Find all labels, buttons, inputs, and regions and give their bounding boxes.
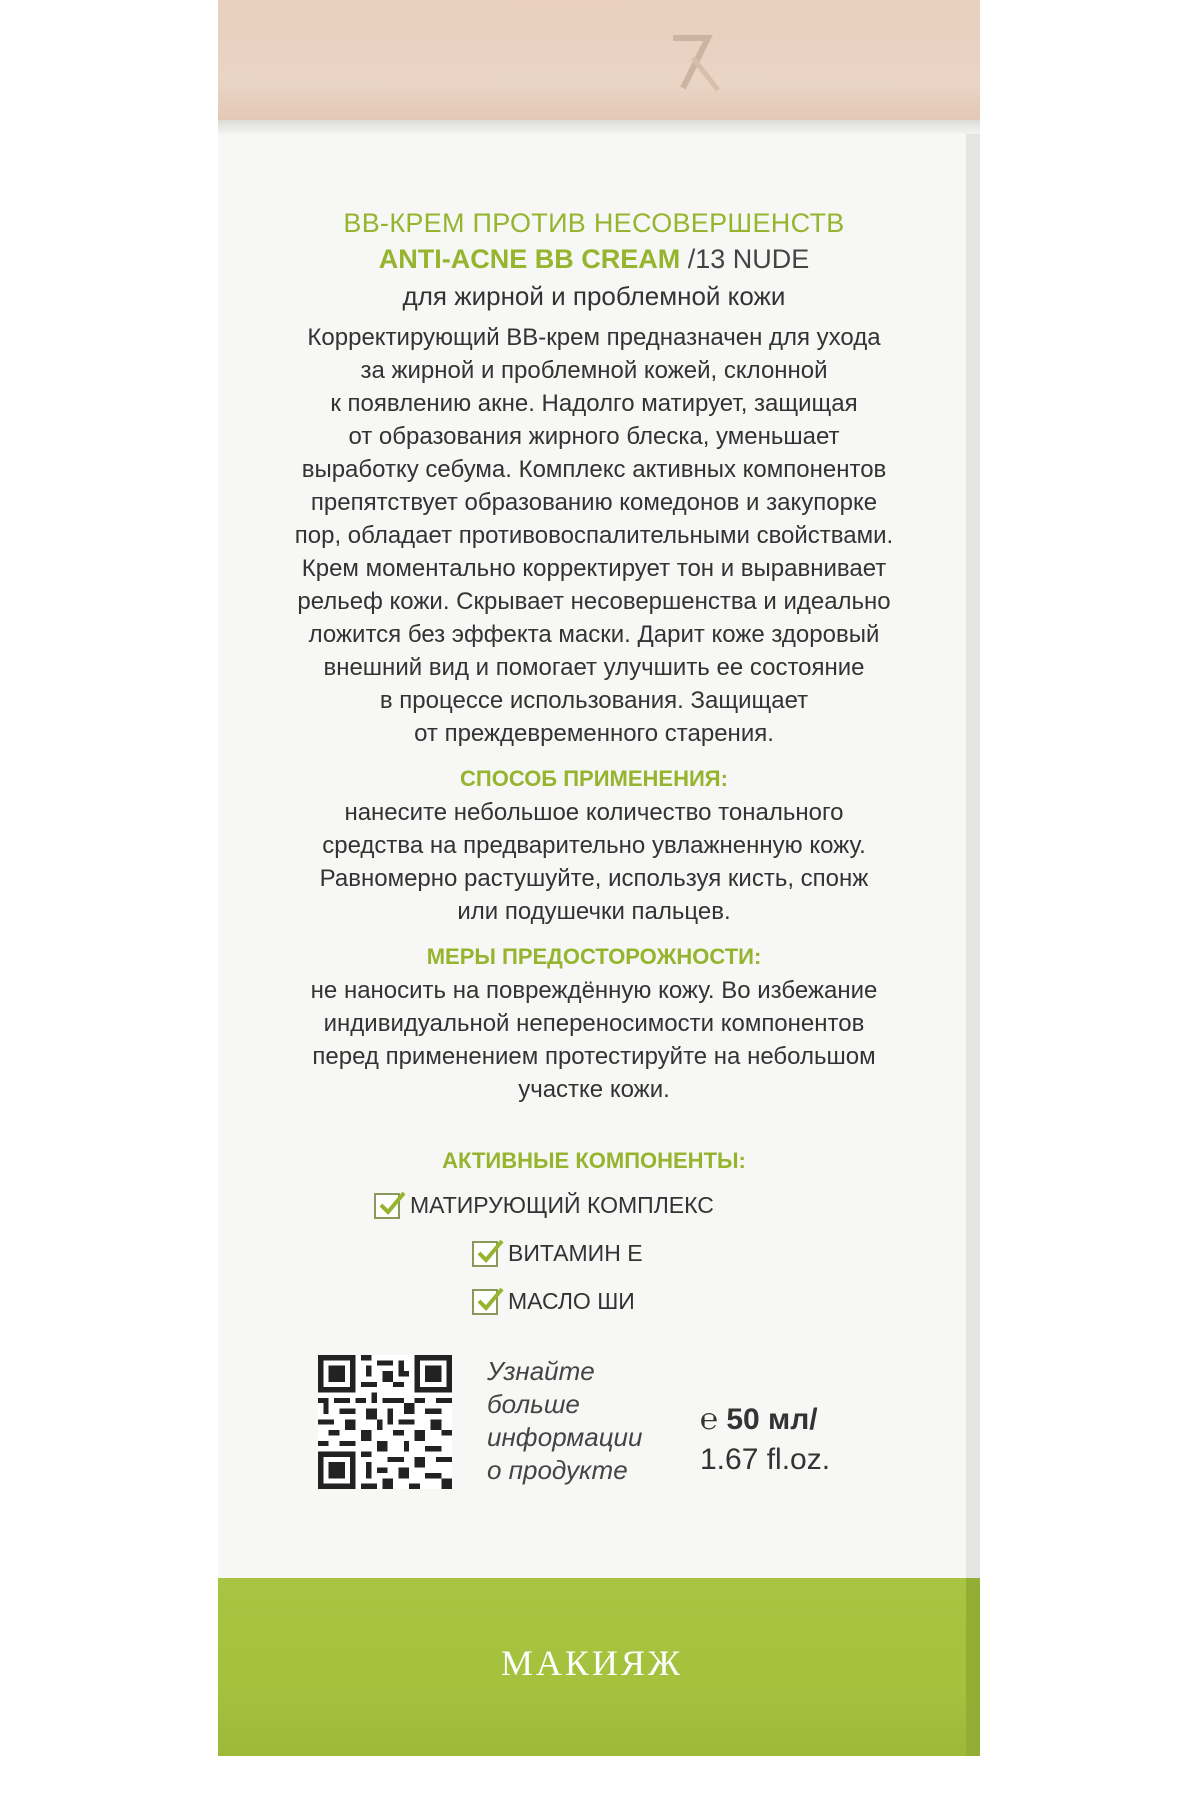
- precautions-line: участке кожи.: [518, 1076, 670, 1103]
- precautions-title: МЕРЫ ПРЕДОСТОРОЖНОСТИ:: [426, 944, 762, 969]
- product-info: [240, 205, 948, 1342]
- volume-floz: 1.67 fl.oz.: [700, 1443, 831, 1476]
- checkbox-icon: [472, 1289, 498, 1315]
- active-item-label: МАСЛО ШИ: [508, 1288, 635, 1314]
- category-label: МАКИЯЖ: [500, 1643, 684, 1683]
- box-flap: [218, 120, 980, 134]
- active-components-list: [240, 1192, 948, 1342]
- qr-caption-line: Узнайте: [487, 1356, 595, 1386]
- product-name: ANTI-ACNE BB CREAM: [378, 244, 681, 274]
- usage-line: Равномерно растушуйте, используя кисть, спонж: [319, 865, 869, 892]
- precautions-text: [240, 974, 948, 1106]
- usage-line: средства на предварительно увлажненную кожу.: [322, 832, 866, 859]
- box-top-panel: [218, 0, 980, 120]
- description-line: от преждевременного старения.: [414, 720, 774, 747]
- description-line: в процессе использования. Защищает: [379, 687, 809, 714]
- description-line: внешний вид и помогает улучшить ее состояние: [323, 654, 865, 681]
- brand-logo-icon: [663, 28, 723, 98]
- description-line: пор, обладает противовоспалительными свойствами.: [294, 522, 894, 549]
- product-shade: /13 NUDE: [687, 244, 810, 274]
- active-item: [472, 1240, 643, 1267]
- active-item-label: ВИТАМИН Е: [508, 1240, 643, 1266]
- description-line: рельеф кожи. Скрывает несовершенства и идеально: [297, 588, 891, 615]
- precautions-line: не наносить на повреждённую кожу. Во избежание: [310, 977, 878, 1004]
- active-item: [374, 1192, 714, 1219]
- description-line: препятствует образованию комедонов и закупорке: [310, 489, 878, 516]
- description-line: от образования жирного блеска, уменьшает: [348, 423, 840, 450]
- active-item: [472, 1288, 635, 1315]
- qr-caption-line: больше: [487, 1389, 580, 1419]
- description-line: Корректирующий ВВ-крем предназначен для ухода: [307, 324, 881, 351]
- usage-line: нанесите небольшое количество тонального: [344, 799, 844, 826]
- qr-caption: [487, 1355, 687, 1487]
- description-line: ложится без эффекта маски. Дарит коже здоровый: [308, 621, 880, 648]
- volume-ml: ℮ 50 мл/: [700, 1403, 818, 1436]
- qr-caption-line: о продукте: [487, 1455, 628, 1485]
- description-line: за жирной и проблемной кожей, склонной: [360, 357, 828, 384]
- description-line: Крем моментально корректирует тон и выравнивает: [301, 555, 887, 582]
- category-band-edge: [966, 1578, 980, 1756]
- product-description: [240, 321, 948, 750]
- description-line: к появлению акне. Надолго матирует, защищая: [330, 390, 858, 417]
- product-heading: ВВ-КРЕМ ПРОТИВ НЕСОВЕРШЕНСТВ: [343, 208, 845, 238]
- qr-code-icon: [318, 1355, 452, 1489]
- checkbox-icon: [472, 1241, 498, 1267]
- active-components-title: АКТИВНЫЕ КОМПОНЕНТЫ:: [442, 1148, 746, 1173]
- product-name-line: [240, 241, 948, 277]
- checkbox-icon: [374, 1193, 400, 1219]
- qr-caption-line: информации: [487, 1422, 643, 1452]
- precautions-line: перед применением протестируйте на небольшом: [312, 1043, 876, 1070]
- product-skin-type: для жирной и проблемной кожи: [402, 281, 786, 311]
- active-item-label: МАТИРУЮЩИЙ КОМПЛЕКС: [410, 1192, 714, 1218]
- precautions-line: индивидуальной непереносимости компонентов: [323, 1010, 865, 1037]
- description-line: выработку себума. Комплекс активных компонентов: [301, 456, 887, 483]
- usage-line: или подушечки пальцев.: [457, 898, 731, 925]
- usage-text: [240, 796, 948, 928]
- product-volume: [700, 1400, 940, 1480]
- usage-title: СПОСОБ ПРИМЕНЕНИЯ:: [460, 766, 728, 791]
